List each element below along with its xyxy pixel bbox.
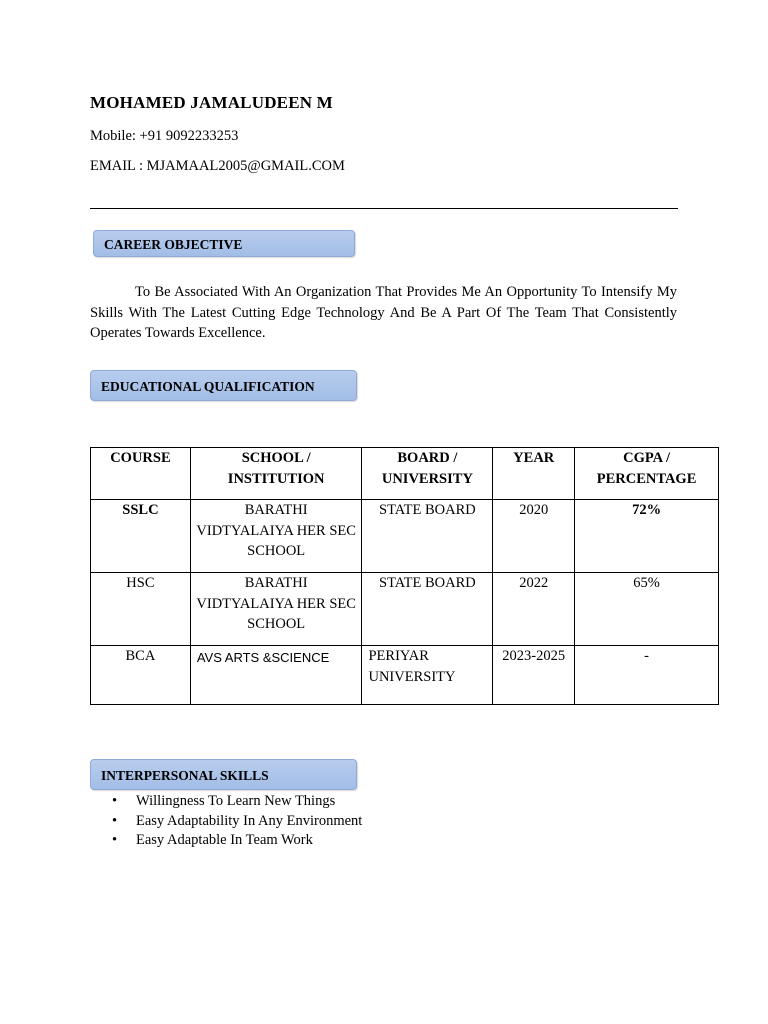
list-item bbox=[90, 812, 362, 832]
cell-board: PERIYAR UNIVERSITY bbox=[362, 646, 493, 705]
career-objective-text: To Be Associated With An Organization That Provides Me An Opportunity To Intensify My Skills With The Latest Cutting Edge Technology And Be A Part Of The Team That Consistently Operates Towards Excellence. bbox=[90, 284, 677, 341]
cell-year: 2023-2025 bbox=[493, 646, 575, 705]
col-course: COURSE bbox=[91, 448, 191, 500]
interpersonal-skills-heading: INTERPERSONAL SKILLS bbox=[90, 759, 357, 790]
cell-year: 2020 bbox=[493, 500, 575, 573]
col-year: YEAR bbox=[493, 448, 575, 500]
cell-cgpa: 72% bbox=[575, 500, 719, 573]
table-row bbox=[91, 500, 719, 573]
bullet-icon: • bbox=[112, 793, 118, 809]
cell-school: BARATHI VIDTYALAIYA HER SEC SCHOOL bbox=[190, 573, 362, 646]
skill-text: Easy Adaptable In Team Work bbox=[136, 832, 313, 848]
education-table bbox=[90, 447, 719, 705]
career-objective-heading: CAREER OBJECTIVE bbox=[93, 230, 355, 257]
skills-list bbox=[90, 792, 362, 851]
cell-cgpa: 65% bbox=[575, 573, 719, 646]
mobile-number: Mobile: +91 9092233253 bbox=[90, 128, 239, 144]
cell-course: HSC bbox=[91, 573, 191, 646]
cell-cgpa: - bbox=[575, 646, 719, 705]
list-item bbox=[90, 792, 362, 812]
table-row bbox=[91, 646, 719, 705]
cell-board: STATE BOARD bbox=[362, 500, 493, 573]
cell-school: AVS ARTS &SCIENCE bbox=[190, 646, 362, 705]
col-cgpa: CGPA / PERCENTAGE bbox=[575, 448, 719, 500]
cell-course: SSLC bbox=[91, 500, 191, 573]
cell-board: STATE BOARD bbox=[362, 573, 493, 646]
skill-text: Willingness To Learn New Things bbox=[136, 793, 336, 809]
cell-year: 2022 bbox=[493, 573, 575, 646]
table-row bbox=[91, 573, 719, 646]
cell-course: BCA bbox=[91, 646, 191, 705]
header-divider bbox=[90, 208, 678, 209]
table-header-row bbox=[91, 448, 719, 500]
candidate-name: MOHAMED JAMALUDEEN M bbox=[90, 93, 333, 112]
email-address: EMAIL : MJAMAAL2005@GMAIL.COM bbox=[90, 158, 345, 174]
education-heading: EDUCATIONAL QUALIFICATION bbox=[90, 370, 357, 401]
col-board: BOARD / UNIVERSITY bbox=[362, 448, 493, 500]
col-school: SCHOOL / INSTITUTION bbox=[190, 448, 362, 500]
bullet-icon: • bbox=[112, 832, 118, 848]
list-item bbox=[90, 831, 362, 851]
skill-text: Easy Adaptability In Any Environment bbox=[136, 812, 363, 829]
bullet-icon: • bbox=[112, 812, 118, 829]
cell-school: BARATHI VIDTYALAIYA HER SEC SCHOOL bbox=[190, 500, 362, 573]
